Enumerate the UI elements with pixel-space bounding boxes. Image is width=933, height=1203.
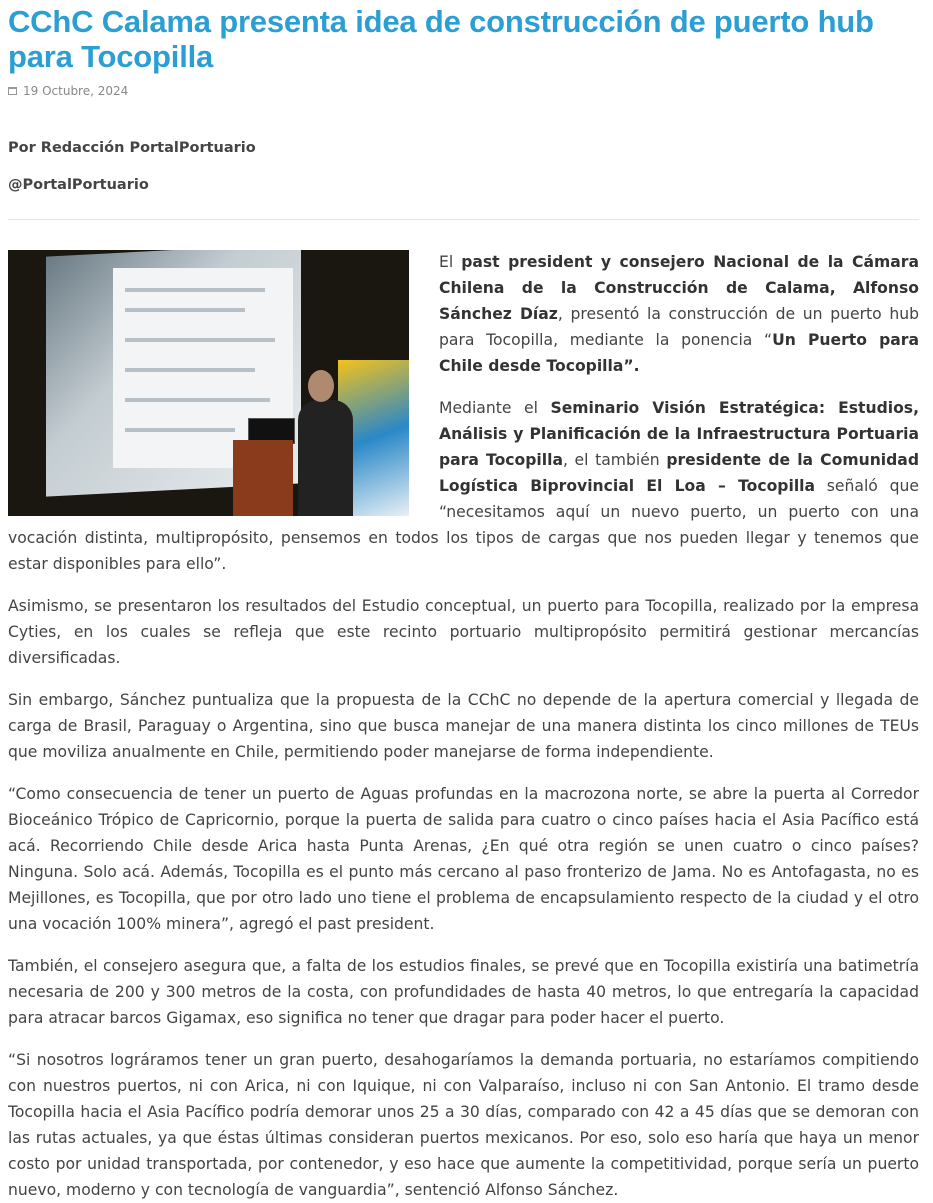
text: señaló que “necesitamos aquí un nuevo puerto, un puerto con una vocación distinta, multipropósito, pensemos en todos los tipos de cargas que nos pueden llegar y tenemos que estar disponibles para ello”. — [8, 477, 919, 573]
date-text: 19 Octubre, 2024 — [23, 84, 129, 98]
author-byline: Por Redacción PortalPortuario — [8, 140, 256, 156]
text: “Si nosotros lográramos tener un gran puerto, desahogaríamos la demanda portuaria, no estaríamos compitiendo con nuestros puertos, ni con Arica, ni con Iquique, ni con Valparaíso, incluso ni con San Antonio. El tramo desde Tocopilla hacia el Asia Pacífico podría demorar unos 25 a 30 días, comparado con 42 a 45 días que se demoran con las rutas actuales, ya que éstas últimas consideran puertos mexicanos. Por eso, solo eso haría que haya un menor costo por unidad transportada, por contenedor, y eso hace que aumente la competitividad, porque sería un puerto nuevo, moderno y con tecnología de vanguardia”, sentenció Alfonso Sánchez. — [8, 1051, 919, 1199]
article-paragraph — [8, 781, 919, 937]
author-handle: @PortalPortuario — [8, 177, 149, 193]
text: “Como consecuencia de tener un puerto de Aguas profundas en la macrozona norte, se abre la puerta al Corredor Bioceánico Trópico de Capricornio, porque la puerta de salida para cuatro o cinco países hacia el Asia Pacífico está acá. Recorriendo Chile desde Arica hasta Punta Arenas, ¿En qué otra región se unen cuatro o cinco países? Ninguna. Solo acá. Además, Tocopilla es el punto más cercano al paso fronterizo de Jama. No es Antofagasta, no es Mejillones, es Tocopilla, que por otro lado uno tiene el problema de encapsulamiento respecto de la ciudad y el otro una vocación 100% minera”, agregó el past president. — [8, 785, 919, 933]
text: Mediante el — [439, 399, 551, 417]
divider — [8, 219, 919, 220]
text: También, el consejero asegura que, a falta de los estudios finales, se prevé que en Tocopilla existiría una batimetría necesaria de 200 y 300 metros de la costa, con profundidades de hasta 40 metros, lo que entregaría la capacidad para atracar barcos Gigamax, eso significa no tener que dragar para poder hacer el puerto. — [8, 957, 919, 1027]
article-date — [8, 84, 919, 98]
speaker-head — [308, 370, 334, 402]
article-paragraph — [8, 593, 919, 671]
bold-text: presidente de la Comunidad Logística Biprovincial El Loa – Tocopilla — [439, 451, 919, 495]
calendar-icon — [8, 87, 17, 95]
article-paragraph — [8, 953, 919, 1031]
article-paragraph — [8, 687, 919, 765]
podium — [233, 440, 293, 516]
article-paragraph — [8, 1047, 919, 1203]
bold-text: Seminario Visión Estratégica: Estudios, Análisis y Planificación de la Infraestructura Portuaria para Tocopilla — [439, 399, 919, 469]
text: Asimismo, se presentaron los resultados del Estudio conceptual, un puerto para Tocopilla, realizado por la empresa Cyties, en los cuales se refleja que este recinto portuario multipropósito permitirá gestionar mercancías diversificadas. — [8, 597, 919, 667]
speaker — [298, 400, 353, 516]
text: , el también — [562, 451, 667, 469]
text: Sin embargo, Sánchez puntualiza que la propuesta de la CChC no depende de la apertura comercial y llegada de carga de Brasil, Paraguay o Argentina, sino que busca manejar de una manera distinta los cinco millones de TEUs que moviliza anualmente en Chile, permitiendo poder manejarse de forma independiente. — [8, 691, 919, 761]
article-title: CChC Calama presenta idea de construcción de puerto hub para Tocopilla — [8, 4, 874, 74]
article-photo — [8, 250, 409, 516]
text: El — [439, 253, 462, 271]
bold-text: Un Puerto para Chile desde Tocopilla”. — [439, 331, 919, 375]
article-body — [8, 249, 919, 1203]
bold-text: past president y consejero Nacional de la Cámara Chilena de la Construcción de Calama, Alfonso Sánchez Díaz — [439, 253, 919, 323]
text: , presentó la construcción de un puerto hub para Tocopilla, mediante la ponencia “ — [439, 305, 919, 349]
